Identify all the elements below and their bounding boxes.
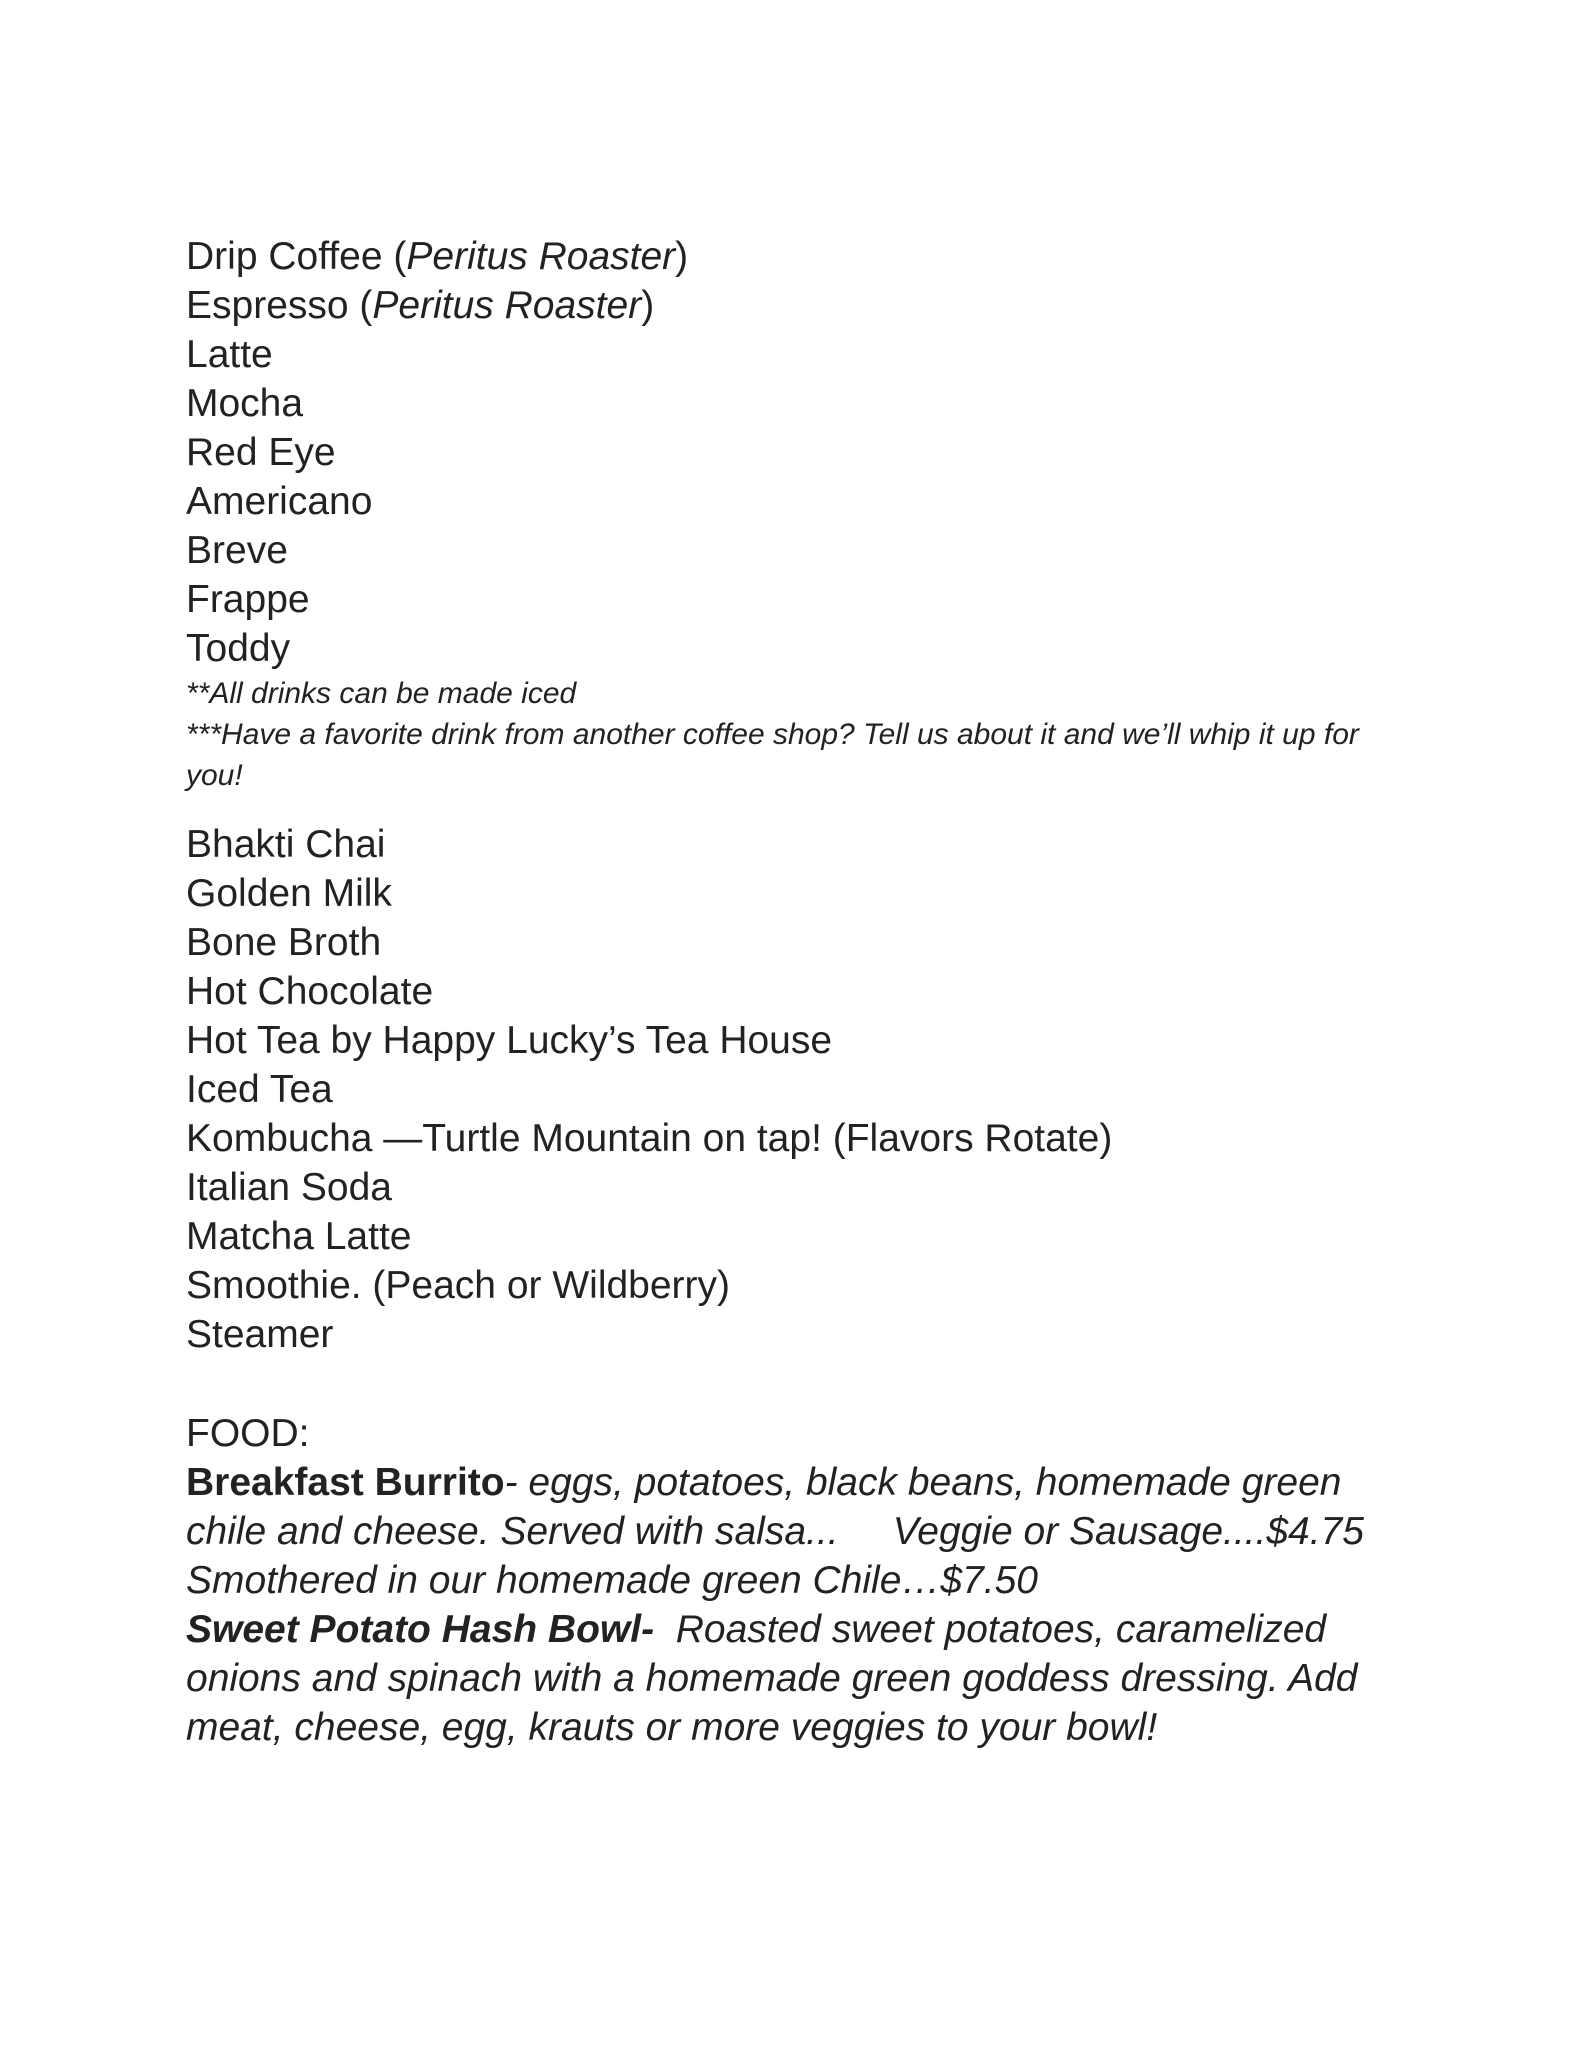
menu-item: Italian Soda — [186, 1166, 392, 1209]
item-name: Drip Coffee ( — [186, 235, 407, 278]
menu-item: Bone Broth — [186, 921, 382, 964]
coffee-section — [186, 232, 1416, 796]
menu-item: Smoothie. (Peach or Wildberry) — [186, 1264, 731, 1307]
other-drinks-section — [186, 820, 1416, 1359]
menu-item: Iced Tea — [186, 1068, 333, 1111]
menu-item: Toddy — [186, 627, 291, 670]
menu-item: Americano — [186, 480, 373, 523]
item-title: Breakfast Burrito — [186, 1461, 505, 1504]
item-name-close: ) — [675, 235, 689, 278]
item-name-close: ) — [641, 284, 655, 327]
menu-item: Golden Milk — [186, 872, 392, 915]
menu-item: Latte — [186, 333, 273, 376]
menu-item: Breve — [186, 529, 288, 572]
menu-item: Hot Tea by Happy Lucky’s Tea House — [186, 1019, 833, 1062]
note-iced: **All drinks can be made iced — [186, 677, 577, 710]
menu-item-breakfast-burrito — [186, 1458, 1416, 1556]
menu-item: Matcha Latte — [186, 1215, 412, 1258]
menu-item-sweet-potato-hash-bowl — [186, 1605, 1416, 1752]
item-description: Roasted sweet potatoes, caramelized onions and spinach with a homemade green goddess dressing. Add meat, cheese, egg, krauts or more veggies to your bowl! — [186, 1608, 1369, 1749]
roaster-name: Peritus Roaster — [406, 235, 676, 278]
menu-item: Hot Chocolate — [186, 970, 434, 1013]
menu-item: Red Eye — [186, 431, 336, 474]
item-description: - eggs, potatoes, black beans, homemade green chile and cheese. Served with salsa... Veggie or Sausage....$4.75 — [186, 1461, 1364, 1553]
menu-item-drip-coffee — [186, 232, 1416, 281]
menu-item: Steamer — [186, 1313, 334, 1356]
item-name: Espresso ( — [186, 284, 373, 327]
menu-item-smothered-option: Smothered in our homemade green Chile…$7.50 — [186, 1559, 1039, 1602]
item-title: Sweet Potato Hash Bowl- — [186, 1608, 655, 1651]
menu-item: Kombucha —Turtle Mountain on tap! (Flavors Rotate) — [186, 1117, 1113, 1160]
menu-item-espresso — [186, 281, 1416, 330]
menu-item: Mocha — [186, 382, 304, 425]
note-favorite-drink: ***Have a favorite drink from another coffee shop? Tell us about it and we’ll whip it up for you! — [186, 718, 1359, 792]
roaster-name: Peritus Roaster — [372, 284, 642, 327]
menu-item: Frappe — [186, 578, 310, 621]
food-section — [186, 1409, 1416, 1752]
menu-item: Bhakti Chai — [186, 823, 386, 866]
menu-page — [186, 232, 1416, 1752]
food-heading: FOOD: — [186, 1412, 310, 1455]
